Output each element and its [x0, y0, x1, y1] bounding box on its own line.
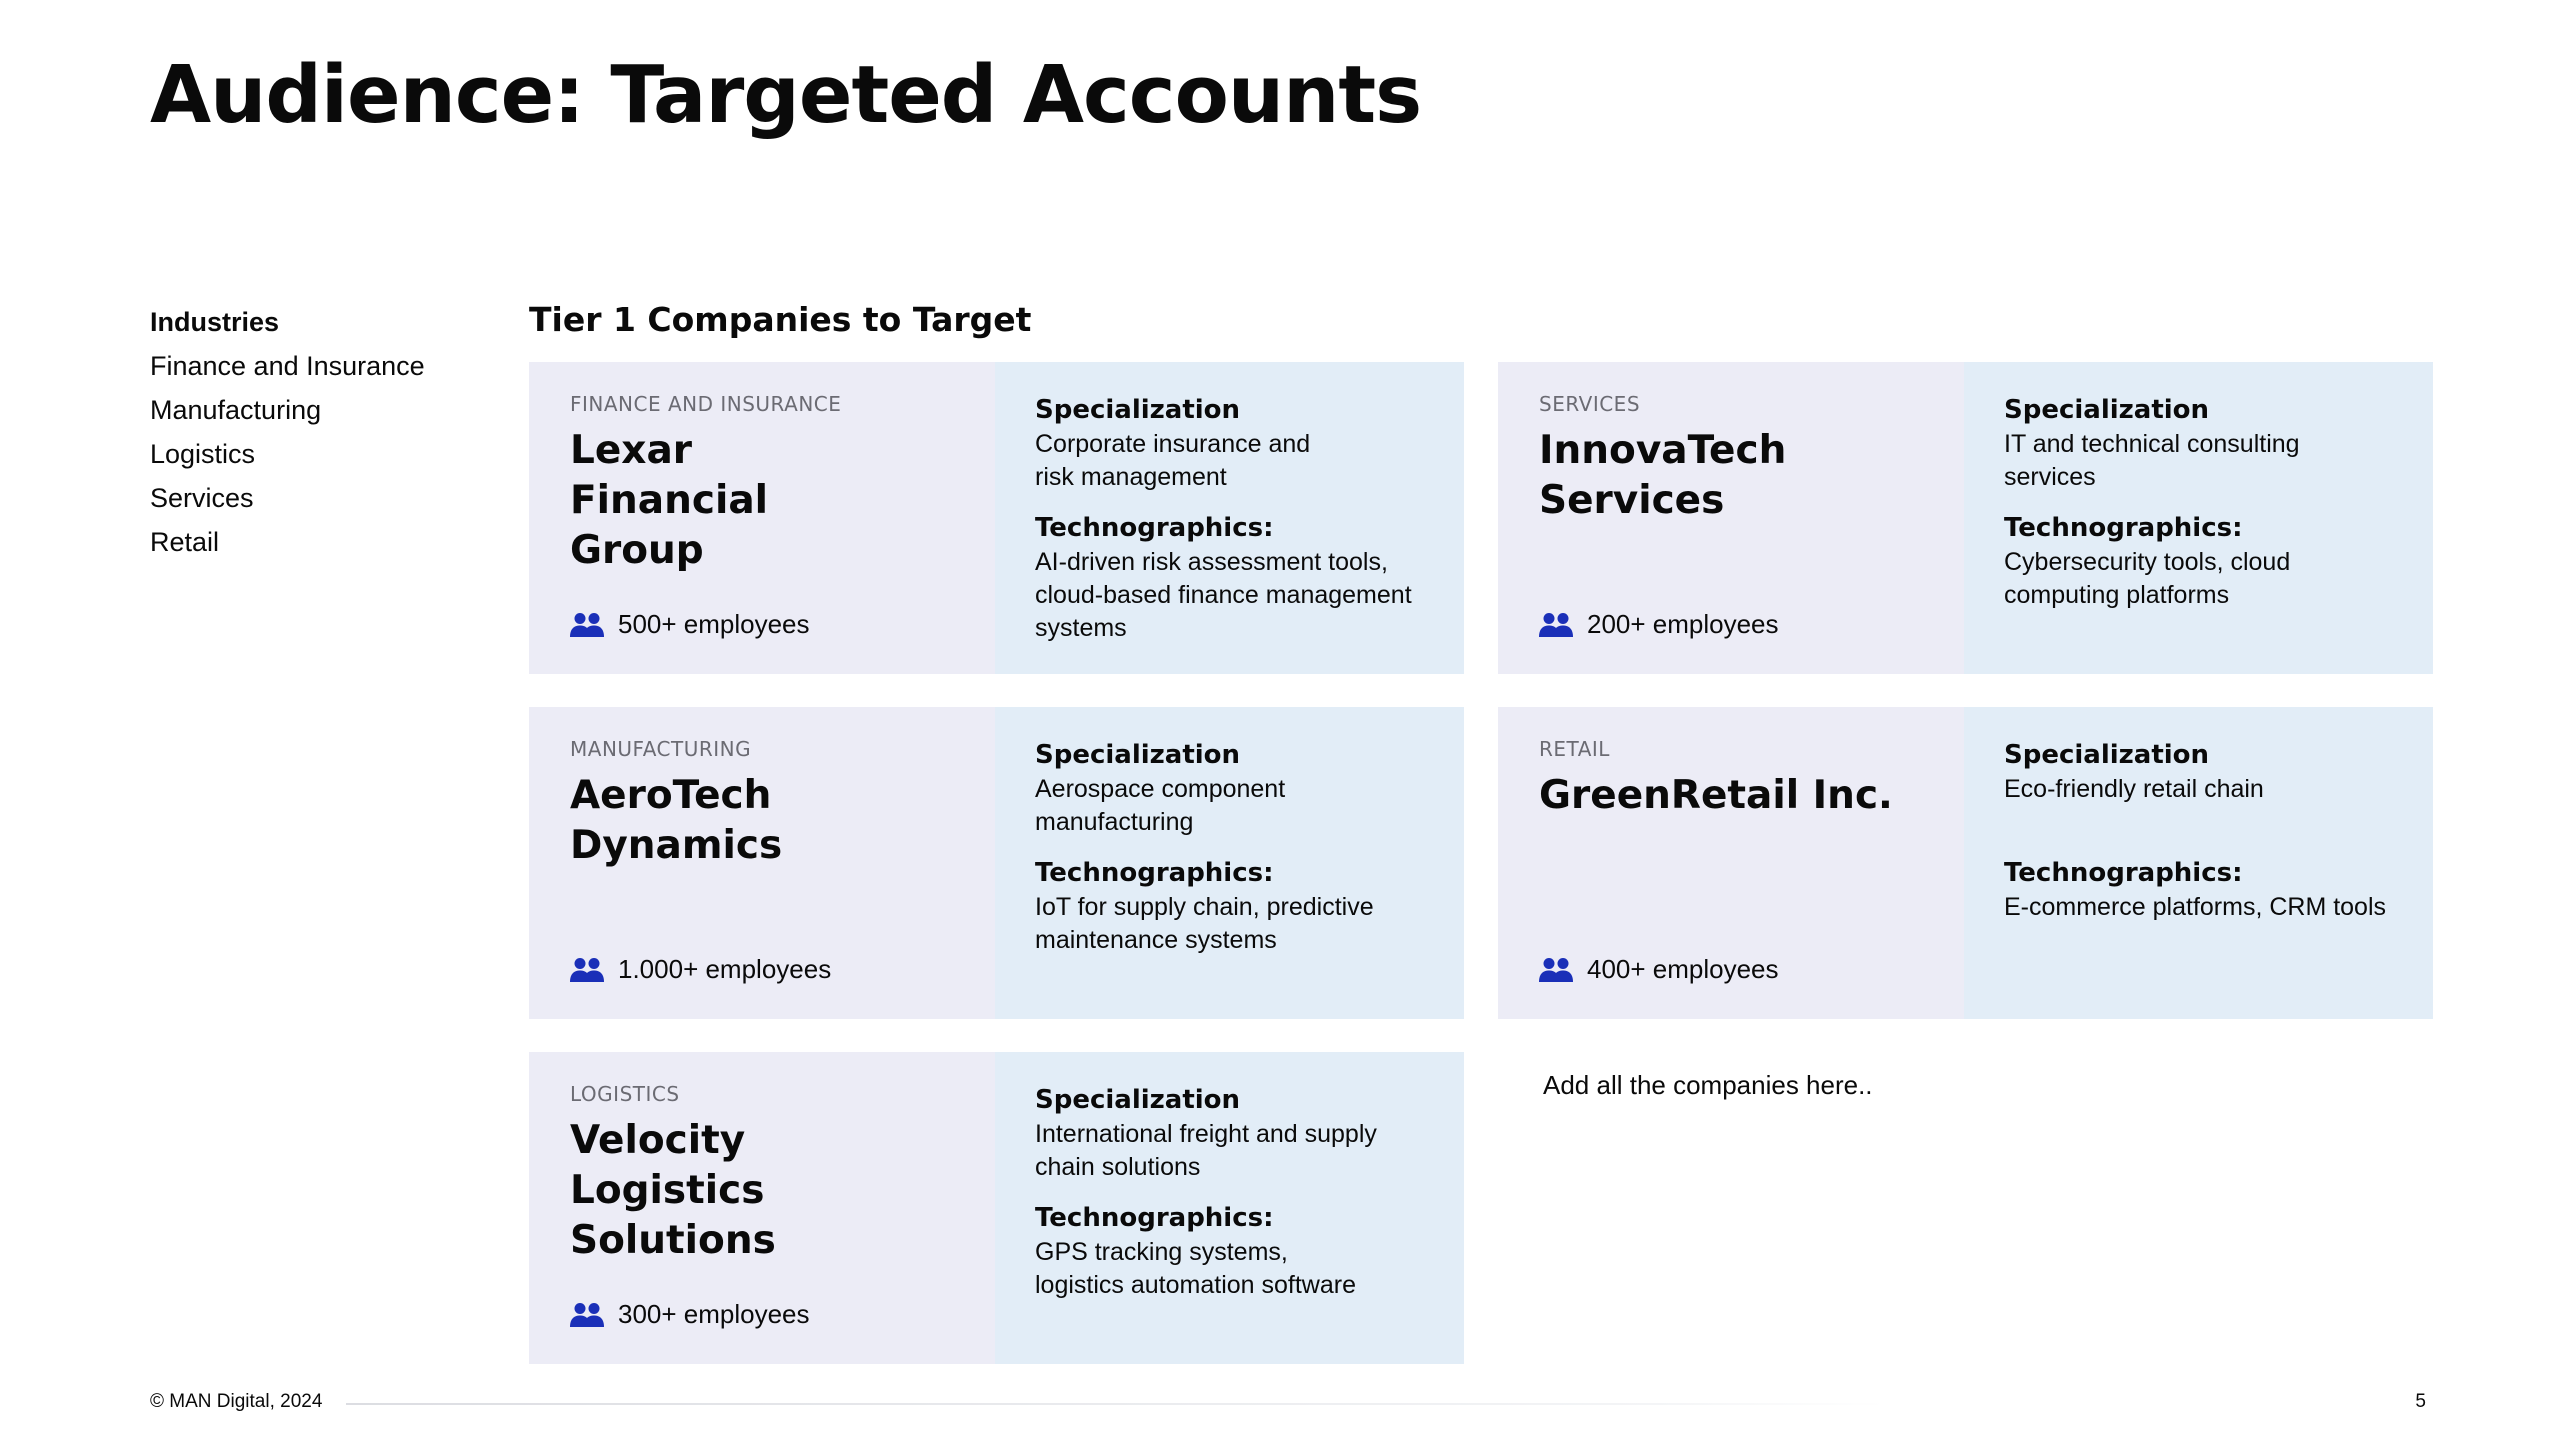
company-industry: LOGISTICS: [570, 1082, 680, 1106]
employee-count: [1539, 954, 1779, 985]
technographics-value: GPS tracking systems, logistics automation software: [1035, 1238, 1356, 1299]
specialization-value: Eco-friendly retail chain: [2004, 775, 2264, 803]
people-icon: [570, 957, 604, 983]
specialization-value: Corporate insurance and risk management: [1035, 430, 1311, 491]
technographics-label: Technographics:: [1035, 513, 1274, 543]
company-summary: [529, 1052, 995, 1364]
technographics-label: Technographics:: [1035, 1203, 1274, 1233]
footer-copyright: © MAN Digital, 2024: [150, 1391, 323, 1412]
company-card-lexar: [529, 362, 1464, 674]
employee-count-label: 200+ employees: [1587, 609, 1779, 639]
industries-heading: Industries: [150, 307, 280, 337]
specialization-label: Specialization: [1035, 740, 1241, 770]
company-details: [1964, 707, 2433, 1019]
company-card-innovatech: [1498, 362, 2433, 674]
company-name: GreenRetail Inc.: [1539, 773, 1893, 818]
page-number: 5: [2415, 1391, 2426, 1412]
specialization-label: Specialization: [1035, 395, 1241, 425]
company-industry: RETAIL: [1539, 737, 1610, 761]
technographics-label: Technographics:: [1035, 858, 1274, 888]
people-icon: [1539, 612, 1573, 638]
company-details: [995, 362, 1464, 674]
company-details: [995, 1052, 1464, 1364]
company-name: AeroTech Dynamics: [570, 773, 783, 868]
technographics-label: Technographics:: [2004, 858, 2243, 888]
industry-item-manufacturing: Manufacturing: [150, 395, 322, 425]
employee-count-label: 500+ employees: [618, 609, 810, 639]
technographics-value: IoT for supply chain, predictive maintenance systems: [1035, 893, 1374, 954]
company-industry: FINANCE AND INSURANCE: [570, 392, 842, 416]
specialization-label: Specialization: [2004, 395, 2210, 425]
company-card-greenretail: [1498, 707, 2433, 1019]
technographics-value: Cybersecurity tools, cloud computing platforms: [2004, 548, 2291, 609]
specialization-value: International freight and supply chain solutions: [1035, 1120, 1377, 1181]
company-card-aerotech: [529, 707, 1464, 1019]
company-summary: [529, 362, 995, 674]
industries-list: [150, 300, 470, 564]
employee-count-label: 300+ employees: [618, 1299, 810, 1329]
tier-heading: Tier 1 Companies to Target: [529, 300, 1032, 339]
employee-count: [570, 609, 810, 640]
employee-count: [570, 954, 831, 985]
company-summary: [1498, 362, 1964, 674]
company-card-velocity: [529, 1052, 1464, 1364]
industry-item-logistics: Logistics: [150, 439, 256, 469]
specialization-label: Specialization: [1035, 1085, 1241, 1115]
company-details: [1964, 362, 2433, 674]
industry-item-services: Services: [150, 483, 254, 513]
employee-count-label: 400+ employees: [1587, 954, 1779, 984]
people-icon: [570, 1302, 604, 1328]
people-icon: [1539, 957, 1573, 983]
company-summary: [529, 707, 995, 1019]
employee-count-label: 1.000+ employees: [618, 954, 832, 984]
industry-item-retail: Retail: [150, 527, 220, 557]
specialization-value: IT and technical consulting services: [2004, 430, 2300, 491]
industry-item-finance: Finance and Insurance: [150, 351, 425, 381]
specialization-label: Specialization: [2004, 740, 2210, 770]
employee-count: [570, 1299, 810, 1330]
add-companies-note: Add all the companies here..: [1543, 1070, 1873, 1100]
company-name: Velocity Logistics Solutions: [570, 1118, 776, 1263]
company-summary: [1498, 707, 1964, 1019]
company-industry: SERVICES: [1539, 392, 1641, 416]
footer-divider: [346, 1403, 1886, 1405]
company-name: InnovaTech Services: [1539, 428, 1787, 523]
company-name: Lexar Financial Group: [570, 428, 769, 573]
technographics-label: Technographics:: [2004, 513, 2243, 543]
slide-title: Audience: Targeted Accounts: [150, 49, 1422, 141]
company-details: [995, 707, 1464, 1019]
employee-count: [1539, 609, 1779, 640]
specialization-value: Aerospace component manufacturing: [1035, 775, 1286, 836]
company-industry: MANUFACTURING: [570, 737, 752, 761]
technographics-value: E-commerce platforms, CRM tools: [2004, 893, 2387, 921]
technographics-value: AI-driven risk assessment tools, cloud-based finance management systems: [1035, 548, 1412, 642]
people-icon: [570, 612, 604, 638]
